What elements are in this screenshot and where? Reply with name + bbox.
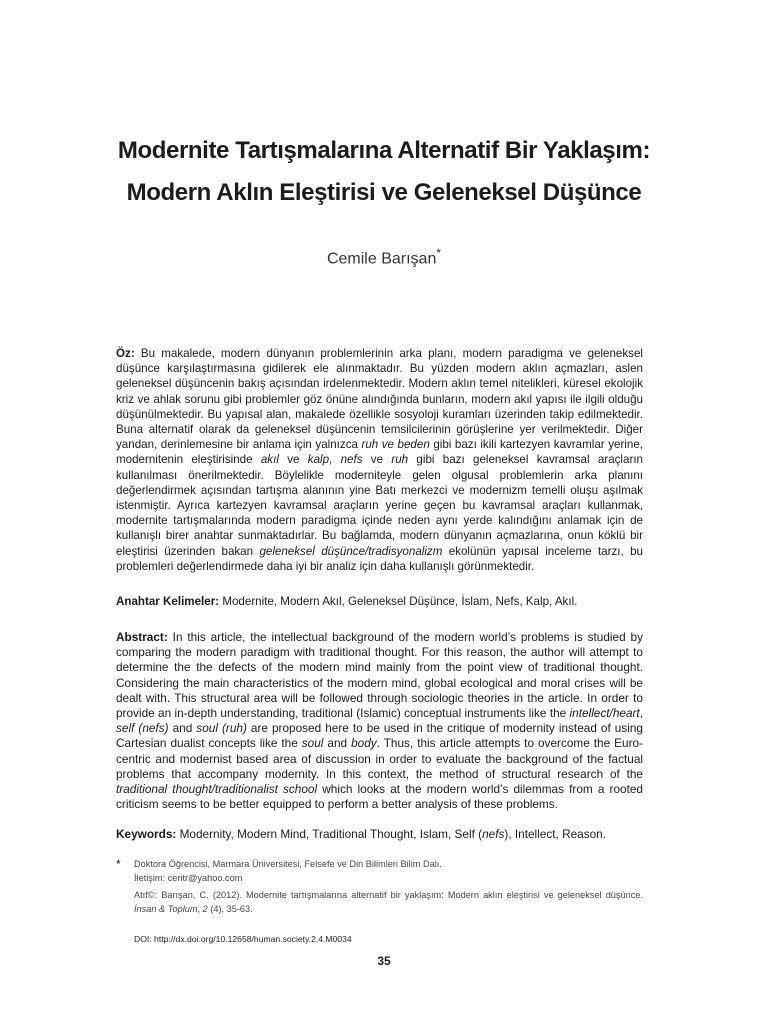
doi-link[interactable]: DOI: http://dx.doi.org/10.12658/human.society.2.4.M0034 <box>134 934 352 944</box>
author-name-line <box>0 246 768 268</box>
oz-text: , <box>329 453 341 467</box>
footnote-affiliation-row <box>116 858 643 885</box>
abstract-italic-term: traditional thought/traditionalist school <box>116 782 318 797</box>
abstract-italic-term: soul (ruh) <box>196 721 247 736</box>
english-keywords <box>116 827 643 842</box>
abstract-italic-term: body <box>351 736 377 751</box>
abstract-text: which looks at the modern world’s dilemmas from a rooted criticism seems to be better equipped to perform a better analysis of these problems. <box>116 782 643 812</box>
citation-text: Atıf©: Barışan, C. (2012). Modernite tartışmalarına alternatif bir yaklaşım: Modern aklın eleştirisi ve geleneksel düşünce. <box>134 890 643 901</box>
oz-italic-term: nefs <box>340 453 363 467</box>
anahtar-kelimeler-label: Anahtar Kelimeler: <box>116 595 220 608</box>
turkish-abstract <box>116 346 643 574</box>
citation-journal: İnsan & Toplum <box>134 903 198 914</box>
oz-italic-term: geleneksel düşünce/tradisyonalizm <box>259 544 443 558</box>
oz-text: Bu makalede, modern dünyanın problemlerinin arka planı, modern paradigma ve geleneksel düşünce karşılaştırmasına gidilerek ele alınmaktadır. Bu yüzden modern aklın açmazları, aslen geleneksel düşüncenin bakış açısından irdelenmektedir. Modern aklın temel nitelikleri, küresel ekolojik kriz ve ahlak sorunu gibi problemler göz önüne alındığında bunların, modern akıl yapısı ile ilgili olduğu düşünülmektedir. Bu yapısal alan, makalede özellikle sosyoloji kuramları üzerinden takip edilmektedir. Buna alternatif olarak da geleneksel düşüncenin temsilcilerinin görüşlerine yer verilmektedir. Diğer yandan, derinlemesine bir anlama için yalnızca <box>116 347 643 452</box>
abstract-italic-term: intellect/heart <box>569 706 640 721</box>
author-name: Cemile Barışan <box>326 250 437 268</box>
abstract-text: and <box>168 721 197 736</box>
title-line-1: Modernite Tartışmalarına Alternatif Bir Yaklaşım: <box>117 137 651 164</box>
oz-text: ve <box>362 453 392 467</box>
footnote-affiliation: Doktora Öğrencisi, Marmara Üniversitesi, Felsefe ve Din Bilimleri Bilim Dalı. <box>134 859 442 869</box>
oz-text: ekolünün yapısal inceleme tarzı, bu problemleri değerlendirmede daha iyi bir analiz için daha kullanışlı görünmektedir. <box>116 544 643 573</box>
anahtar-kelimeler-text: Modernite, Modern Akıl, Geleneksel Düşünce, İslam, Nefs, Kalp, Akıl. <box>219 595 578 608</box>
citation-volume: 2 <box>202 903 208 914</box>
keywords-label: Keywords: <box>116 827 177 841</box>
keywords-italic-term: nefs <box>482 827 505 841</box>
oz-label: Öz: <box>116 347 135 360</box>
footnote-marker: * <box>116 857 121 871</box>
english-abstract <box>116 630 643 812</box>
title-line-2: Modern Aklın Eleştirisi ve Geleneksel Düşünce <box>126 179 642 206</box>
abstract-text: In this article, the intellectual background of the modern world’s problems is studied by comparing the modern paradigm with traditional thought. For this reason, the author will attempt to determine the the defects of the modern mind mainly from the point view of traditional thought. Considering the main characteristics of the modern mind, global ecological and moral crises will be dealt with. This structural area will be followed through sociologic theories in the article. In order to provide an in-depth understanding, traditional (Islamic) conceptual instruments like the <box>116 630 643 721</box>
footnote <box>116 858 643 916</box>
citation-text: (4), 35-63. <box>207 903 253 914</box>
footnote-citation <box>116 889 643 916</box>
footnote-contact: İletişim: ceritr@yahoo.com <box>134 872 243 883</box>
abstract-text: , <box>639 706 643 721</box>
oz-text: gibi bazı geleneksel kavramsal araçların kullanılması önerilmektedir. Böylelikle moderniteyle gelen olgusal problemlerin arka planını değerlendirmek açısından tartışma alanının yine Batı merkezci ve modernizm temelli oluşu aşılmak istenmiştir. Ayrıca kartezyen kavramsal araçların yerine geçen bu kavramsal araçları kullanmak, modernite tartışmalarında modern paradigma içinde neden aynı yerde kalındığını anlamak için de kullanışlı birer anahtar sunmaktadırlar. Bu bağlamda, modern dünyanın açmazlarına, onun köklü bir eleştirisi üzerinden bakan <box>116 453 643 558</box>
article-title <box>0 130 768 214</box>
turkish-keywords <box>116 594 643 609</box>
oz-italic-term: ruh ve beden <box>361 438 430 452</box>
oz-text: ve <box>278 453 308 467</box>
abstract-text: . Thus, this article attempts to overcome the Euro-centric and modernist based area of discussion in order to evaluate the background of the factual problems that accompany modernity. In this context, the method of structural research of the <box>116 736 643 781</box>
oz-text: gibi bazı ikili kartezyen kavramlar yerine, modernitenin eleştirisinde <box>116 438 643 467</box>
oz-italic-term: ruh <box>391 453 409 467</box>
keywords-text: ), Intellect, Reason. <box>504 827 607 841</box>
citation-text: , <box>197 903 203 914</box>
abstract-italic-term: soul <box>301 736 324 751</box>
page-number: 35 <box>377 954 391 968</box>
keywords-text: Modernity, Modern Mind, Traditional Thought, Islam, Self ( <box>176 827 483 841</box>
abstract-text: and <box>323 736 352 751</box>
abstract-text: are proposed here to be used in the critique of modernity instead of using Cartesian dualist concepts like the <box>116 721 643 751</box>
abstract-italic-term: self (nefs) <box>116 721 169 736</box>
abstract-label: Abstract: <box>116 630 168 644</box>
oz-italic-term: akıl <box>260 453 279 467</box>
author-footnote-marker: * <box>436 246 442 260</box>
oz-italic-term: kalp <box>307 453 330 467</box>
